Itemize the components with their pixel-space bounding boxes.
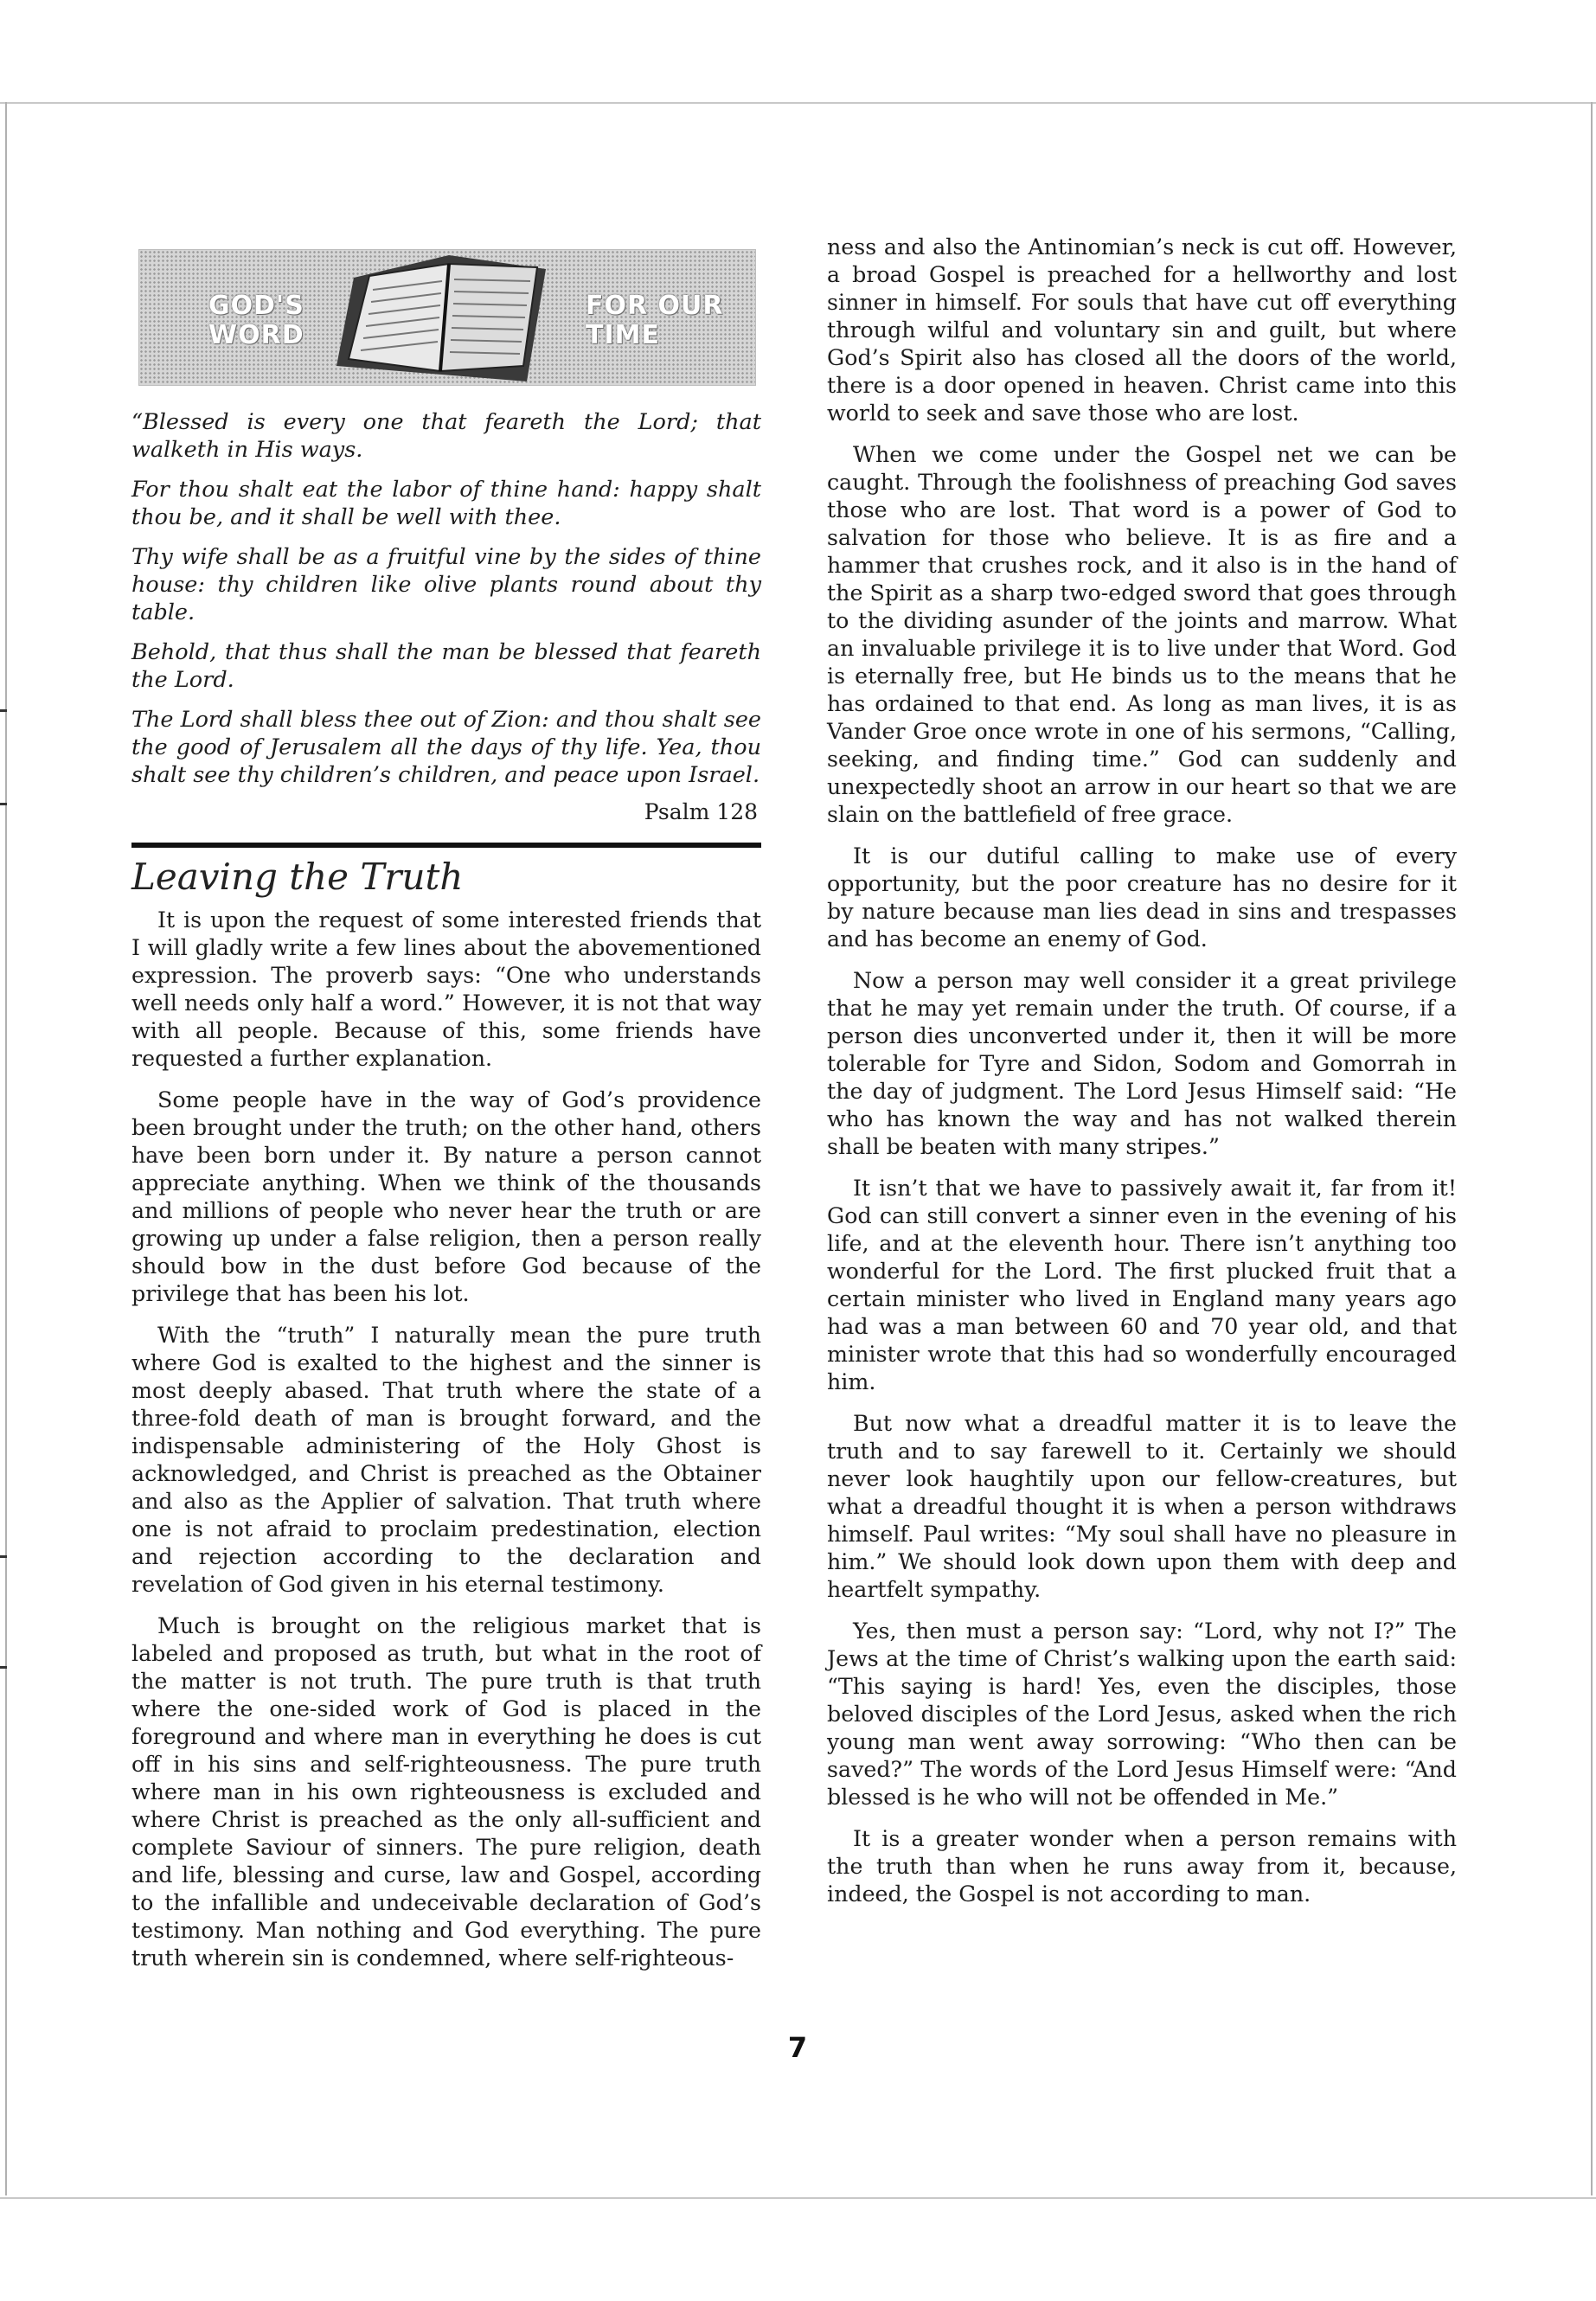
paragraph-continuation: ness and also the Antinomian’s neck is cut off. However, a broad Gospel is preached for a hellworthy and lost sinner in himself. For souls that have cut off everything through wilful and voluntary sin and guilt, but where God’s Spirit also has closed all the doors of the world, there is a door opened in heaven. Christ came into this world to seek and save those who are lost. (827, 234, 1457, 426)
scan-edge-left (5, 102, 7, 2195)
psalm-reference: Psalm 128 (644, 799, 758, 824)
paragraph: But now what a dreadful matter it is to leave the truth and to say farewell to it. Certainly we should never look haughtily upon our fellow-creatures, but what a dreadful thought it is when a person withdraws himself. Paul writes: “My soul shall have no pleasure in him.” We should look down upon them with deep and heartfelt sympathy. (827, 1411, 1457, 1602)
banner-left-line-2: WORD (208, 320, 304, 350)
open-bible-icon (319, 252, 553, 381)
paragraph: It is upon the request of some interested friends that I will gladly write a few lines about the abovementioned expression. The proverb says: “One who understands well needs only half a word.” However, it is not that way with all people. Because of this, some friends have requested a further explanation. (131, 907, 761, 1071)
article-body-right (827, 234, 1457, 1908)
psalm-stanza: Thy wife shall be as a fruitful vine by the sides of thine house: thy children like olive plants round about thy table. (131, 544, 761, 625)
punch-mark (0, 1555, 7, 1558)
section-divider (131, 843, 761, 848)
paragraph: With the “truth” I naturally mean the pure truth where God is exalted to the highest and the sinner is most deeply abased. That truth where the state of a three-fold death of man is brought forward, and the indispensable administering of the Holy Ghost is acknowledged, and Christ is preached as the Obtainer and also as the Applier of salvation. That truth where one is not afraid to proclaim predestination, election and rejection according to the declaration and revelation of God given in his eternal testimony. (131, 1323, 761, 1597)
punch-mark (0, 709, 7, 712)
banner-right-text (586, 292, 724, 350)
paragraph: Now a person may well consider it a great privilege that he may yet remain under the truth. Of course, if a person dies unconverted under it, then it will be more tolerable for Tyre and Sidon, Sodom and Gomorrah in the day of judgment. The Lord Jesus Himself said: “He who has known the way and has not walked therein shall be beaten with many stripes.” (827, 968, 1457, 1159)
paragraph: Yes, then must a person say: “Lord, why not I?” The Jews at the time of Christ’s walking upon the earth said: “This saying is hard! Yes, even the disciples, those beloved disciples of the Lord Jesus, asked when the rich young man went away sorrowing: “Who then can be saved?” The words of the Lord Jesus Himself were: “And blessed is he who will not be offended in Me.” (827, 1618, 1457, 1810)
banner-right-line-1: FOR OUR (586, 291, 724, 321)
article-title: Leaving the Truth (131, 856, 464, 898)
banner-left-line-1: GOD'S (208, 291, 304, 321)
right-column (827, 234, 1457, 1922)
paragraph: It is our dutiful calling to make use of every opportunity, but the poor creature has no desire for it by nature because man lies dead in sins and trespasses and has become an enemy of God. (827, 843, 1457, 952)
paragraph: Some people have in the way of God’s providence been brought under the truth; on the other hand, others have been born under it. By nature a person cannot appreciate anything. When we think of the thousands and millions of people who never hear the truth or are growing up under a false religion, then a person really should bow in the dust before God because of the privilege that has been his lot. (131, 1087, 761, 1306)
psalm-stanza: For thou shalt eat the labor of thine hand: happy shalt thou be, and it shall be well with thee. (131, 477, 761, 530)
psalm-stanza: Behold, that thus shall the man be blessed that feareth the Lord. (131, 639, 761, 693)
psalm-stanza: The Lord shall bless thee out of Zion: and thou shalt see the good of Jerusalem all the days of thy life. Yea, thou shalt see thy children’s children, and peace upon Israel. (131, 707, 761, 788)
paragraph: Much is brought on the religious market that is labeled and proposed as truth, but what in the root of the matter is not truth. The pure truth is that truth where the one-sided work of God is placed in the foreground and where man in everything he does is cut off in his sins and self-righteousness. The pure truth where man in his own righteousness is excluded and where Christ is preached as the only all-sufficient and complete Saviour of sinners. The pure religion, death and life, blessing and curse, law and Gospel, according to the infallible and undeceivable declaration of God’s testimony. Man nothing and God everything. The pure truth wherein sin is condemned, where self-righteous- (131, 1613, 761, 1971)
article-body-left (131, 907, 761, 1972)
punch-mark (0, 803, 7, 805)
section-banner (138, 249, 756, 386)
psalm-stanza: “Blessed is every one that feareth the Lord; that walketh in His ways. (131, 409, 761, 463)
page-number: 7 (787, 2031, 808, 2064)
scan-edge-right (1591, 102, 1593, 2195)
paragraph: When we come under the Gospel net we can be caught. Through the foolishness of preaching God saves those who are lost. That word is a power of God to salvation for those who believe. It is as fire and a hammer that crushes rock, and it also is in the hand of the Spirit as a sharp two-edged sword that goes through to the dividing asunder of the joints and marrow. What an invaluable privilege it is to live under that Word. God is eternally free, but He binds us to the means that he has ordained to that end. As long as man lives, it is as Vander Groe once wrote in one of his sermons, “Calling, seeking, and finding time.” God can suddenly and unexpectedly shoot an arrow in our heart so that we are slain on the battlefield of free grace. (827, 442, 1457, 827)
paragraph: It is a greater wonder when a person remains with the truth than when he runs away from it, because, indeed, the Gospel is not according to man. (827, 1826, 1457, 1907)
paragraph: It isn’t that we have to passively await it, far from it! God can still convert a sinner even in the evening of his life, and at the eleventh hour. There isn’t anything too wonderful for the Lord. The first plucked fruit that a certain minister who lived in England many years ago had was a man between 60 and 70 year old, and that minister wrote that this had so wonderfully encouraged him. (827, 1176, 1457, 1394)
psalm-quote (131, 408, 761, 789)
banner-left-text (208, 292, 304, 350)
punch-mark (0, 1666, 7, 1669)
left-column (131, 249, 761, 1986)
banner-right-line-2: TIME (586, 320, 660, 350)
